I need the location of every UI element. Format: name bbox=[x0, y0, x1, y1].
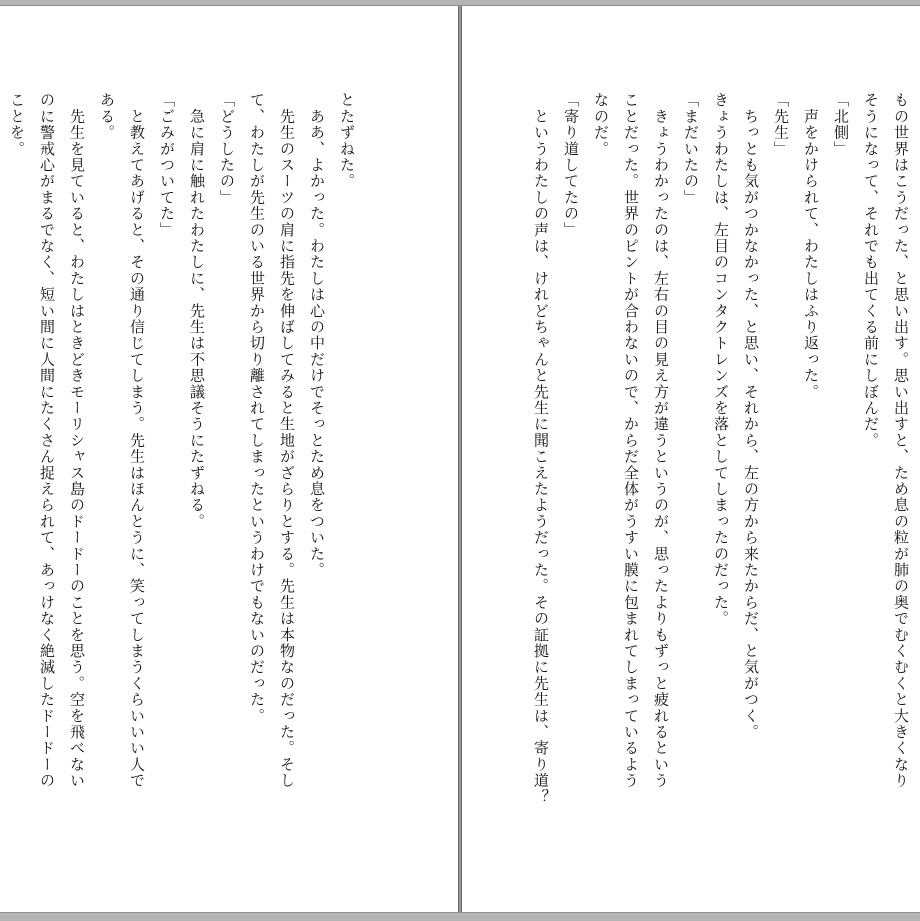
text-line: と教えてあげると、その通り信じてしまう。先生はほんとうに、笑ってしまうくらいいい人で bbox=[128, 92, 146, 789]
text-line: ことだった。世界のピントが合わないので、からだ全体がうすい膜に包まれてしまっているよう bbox=[622, 92, 640, 789]
text-line: 「まだいたの」 bbox=[682, 92, 700, 206]
text-line: 「先生」 bbox=[772, 92, 790, 157]
text-line: て、わたしが先生のいる世界から切り離されてしまったというわけでもないのだった。 bbox=[248, 92, 266, 724]
text-line: というわたしの声は、けれどちゃんと先生に聞こえたようだった。その証拠に先生は、寄り道？ bbox=[532, 92, 550, 805]
right-page bbox=[462, 6, 920, 912]
text-line: なのだ。 bbox=[592, 92, 610, 157]
text-line: 「ごみがついてた」 bbox=[158, 92, 176, 238]
text-line: もの世界はこうだった、と思い出す。思い出すと、ため息の粒が肺の奥でむくむくと大きくなり bbox=[892, 92, 910, 789]
text-line: 声をかけられて、わたしはふり返った。 bbox=[802, 92, 820, 400]
text-line bbox=[0, 92, 2, 812]
text-line: 「北側」 bbox=[832, 92, 850, 157]
text-line: 「どうしたの」 bbox=[218, 92, 236, 206]
text-line: きょうわかったのは、左右の目の見え方が違うというのが、思ったよりもずっと疲れるという bbox=[652, 92, 670, 789]
text-line: ああ、よかった。わたしは心の中だけでそっとため息をついた。 bbox=[308, 92, 326, 578]
text-line: 急に肩に触れたわたしに、先生は不思議そうにたずねる。 bbox=[188, 92, 206, 530]
right-page-text bbox=[526, 92, 916, 812]
text-line: とたずねた。 bbox=[338, 92, 356, 190]
text-line: 先生を見ていると、わたしはときどきモーリシャス島のドードーのことを思う。空を飛べない bbox=[68, 92, 86, 789]
text-line: 先生のスーツの肩に指先を伸ばしてみると生地がざらりとする。先生は本物なのだった。そし bbox=[278, 92, 296, 789]
text-line: のに警戒心がまるでなく、短い間に人間にたくさん捉えられて、あっけなく絶滅したドードーの bbox=[38, 92, 56, 789]
text-line: きょうわたしは、左目のコンタクトレンズを落としてしまったのだった。 bbox=[712, 92, 730, 627]
left-page-text bbox=[0, 92, 362, 812]
text-line: そうになって、それでも出てくる前にしぼんだ。 bbox=[862, 92, 880, 449]
text-line: ことを。 bbox=[8, 92, 26, 157]
text-line: ある。 bbox=[98, 92, 116, 141]
text-line: 「寄り道してたの」 bbox=[562, 92, 580, 238]
text-line: ちっとも気がつかなかった、と思い、それから、左の方から来たからだ、と気がつく。 bbox=[742, 92, 760, 740]
left-page bbox=[0, 6, 458, 912]
